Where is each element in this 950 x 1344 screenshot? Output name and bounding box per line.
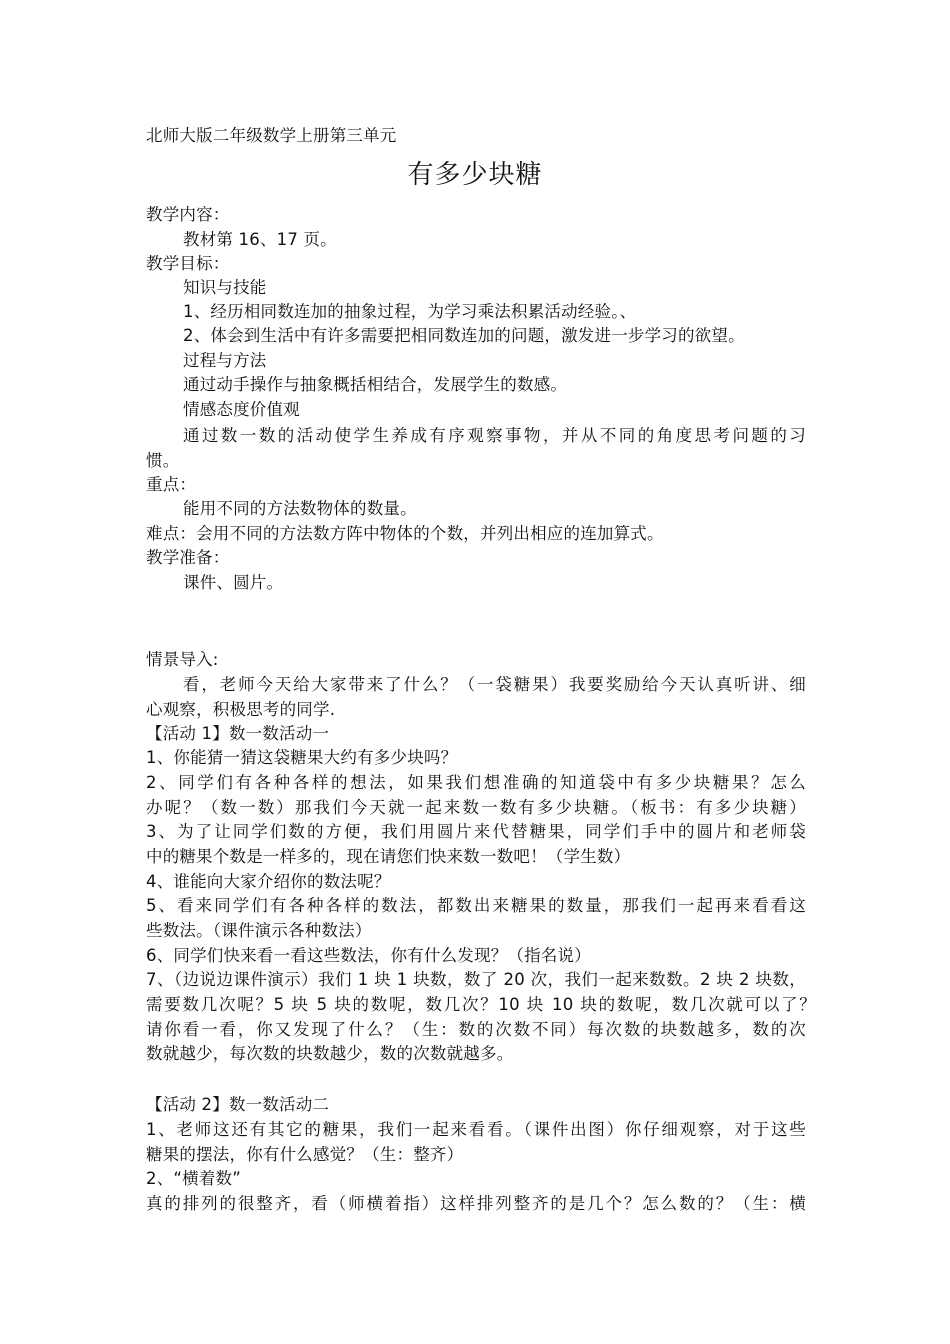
- section-heading-intro: 情景导入:: [146, 650, 219, 669]
- page-title: 有多少块糖: [407, 160, 543, 190]
- text-line: 7、（边说边课件演示）我们 1 块 1 块数，数了 20 次，我们一起来数数。2 块 2 块数，: [146, 970, 806, 989]
- text-line: 4、谁能向大家介绍你的数法呢？: [146, 872, 391, 891]
- text-line: 课件、圆片。: [183, 573, 284, 592]
- text-line: 2、“横着数”: [146, 1169, 241, 1188]
- header-line: 北师大版二年级数学上册第三单元: [146, 126, 397, 145]
- text-line: 1、老师这还有其它的糖果，我们一起来看看。（课件出图）你仔细观察，对于这些: [146, 1120, 806, 1139]
- text-line: 请你看一看，你又发现了什么？（生：数的次数不同）每次数的块数越多，数的次: [146, 1020, 806, 1039]
- text-line: 6、同学们快来看一看这些数法，你有什么发现？（指名说）: [146, 946, 591, 965]
- section-heading-key: 重点：: [146, 475, 197, 494]
- text-line: 中的糖果个数是一样多的，现在请您们快来数一数吧！（学生数）: [146, 847, 631, 866]
- subheading: 知识与技能: [183, 278, 267, 297]
- text-line: 惯。: [146, 451, 180, 470]
- text-line: 通过数一数的活动使学生养成有序观察事物，并从不同的角度思考问题的习: [183, 426, 806, 445]
- text-line: 教材第 16、17 页。: [183, 230, 337, 249]
- text-line: 能用不同的方法数物体的数量。: [183, 499, 417, 518]
- section-heading-difficulty: 难点：会用不同的方法数方阵中物体的个数，并列出相应的连加算式。: [146, 524, 664, 543]
- text-line: 些数法。（课件演示各种数法）: [146, 921, 372, 940]
- text-line: 5、看来同学们有各种各样的数法，都数出来糖果的数量，那我们一起再来看看这: [146, 896, 806, 915]
- text-line: 1、经历相同数连加的抽象过程，为学习乘法积累活动经验。、: [183, 302, 637, 321]
- subheading: 过程与方法: [183, 351, 267, 370]
- text-line: 2、同学们有各种各样的想法，如果我们想准确的知道袋中有多少块糖果？怎么: [146, 773, 806, 792]
- subheading: 情感态度价值观: [183, 400, 300, 419]
- text-line: 看，老师今天给大家带来了什么？（一袋糖果）我要奖励给今天认真听讲、细: [183, 675, 806, 694]
- section-heading-goals: 教学目标：: [146, 254, 230, 273]
- section-heading-preparation: 教学准备：: [146, 548, 230, 567]
- text-line: 1、你能猜一猜这袋糖果大约有多少块吗？: [146, 748, 458, 767]
- text-line: 数就越少，每次数的块数越少，数的次数就越多。: [146, 1044, 514, 1063]
- text-line: 真的排列的很整齐，看（师横着指）这样排列整齐的是几个？怎么数的？（生：横: [146, 1194, 806, 1213]
- activity-heading: 【活动 1】数一数活动一: [146, 724, 330, 743]
- text-line: 3、为了让同学们数的方便，我们用圆片来代替糖果，同学们手中的圆片和老师袋: [146, 822, 806, 841]
- activity-heading: 【活动 2】数一数活动二: [146, 1095, 330, 1114]
- section-heading-content: 教学内容：: [146, 205, 230, 224]
- text-line: 通过动手操作与抽象概括相结合，发展学生的数感。: [183, 375, 568, 394]
- text-line: 糖果的摆法，你有什么感觉？（生：整齐）: [146, 1145, 464, 1164]
- text-line: 2、体会到生活中有许多需要把相同数连加的问题，激发进一步学习的欲望。: [183, 326, 745, 345]
- text-line: 办呢？（数一数）那我们今天就一起来数一数有多少块糖。（板书：有多少块糖）: [146, 798, 806, 817]
- text-line: 需要数几次呢？5 块 5 块的数呢，数几次？10 块 10 块的数呢，数几次就可以了？: [146, 995, 816, 1014]
- text-line: 心观察，积极思考的同学.: [146, 700, 336, 719]
